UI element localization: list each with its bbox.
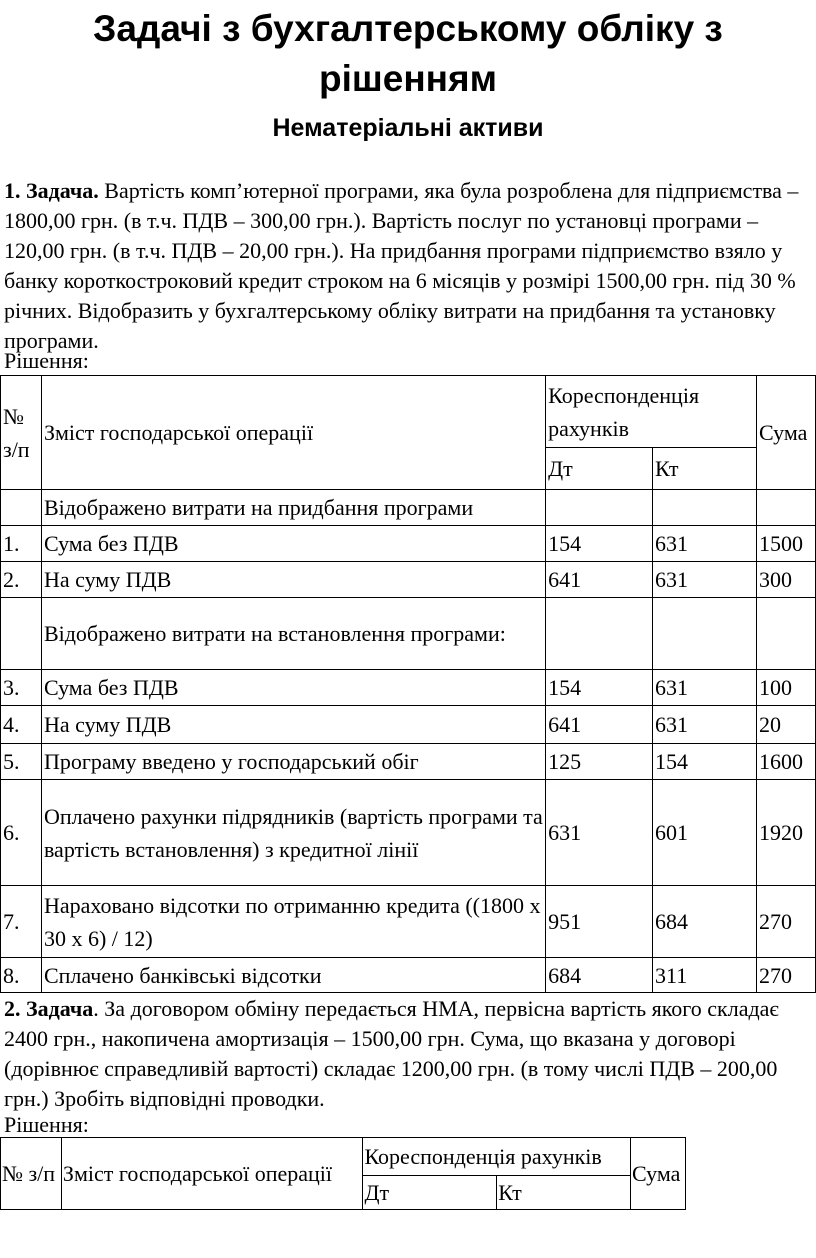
table-row [1, 670, 816, 706]
header-debit: Дт [546, 448, 653, 490]
row-sum: 270 [756, 886, 815, 958]
task2-entries-table [0, 1137, 686, 1210]
row-credit [653, 598, 757, 670]
row-debit: 125 [546, 744, 653, 780]
row-sum: 270 [756, 958, 815, 993]
row-credit: 684 [653, 886, 757, 958]
row-num: 4. [1, 706, 42, 744]
row-sum: 1920 [756, 780, 815, 886]
row-debit: 641 [546, 562, 653, 598]
row-credit: 631 [653, 526, 757, 562]
table-row [1, 780, 816, 886]
table-row [1, 598, 816, 670]
header-credit: Кт [653, 448, 757, 490]
row-debit [546, 490, 653, 526]
table-row [1, 958, 816, 993]
row-debit [546, 598, 653, 670]
table-row [1, 744, 816, 780]
header-debit: Дт [363, 1176, 497, 1210]
row-sum [756, 490, 815, 526]
table-header-row [1, 1138, 686, 1176]
task1-solution-label: Рішення: [4, 348, 89, 373]
row-num: 8. [1, 958, 42, 993]
task2-paragraph [4, 994, 814, 1114]
row-debit: 154 [546, 670, 653, 706]
row-sum: 1600 [756, 744, 815, 780]
row-content: Відображено витрати на придбання програми [41, 490, 545, 526]
row-debit: 641 [546, 706, 653, 744]
task2-solution-label: Рішення: [4, 1112, 89, 1137]
header-content: Зміст господарської операції [41, 376, 545, 490]
task2-text: . За договором обміну передається НМА, первісна вартість якого складає 2400 грн., накопичена амортизація – 1500,00 грн. Сума, що вказана у договорі (дорівнює справедливій вартості) складає 1200,00 грн. (в тому числі ПДВ – 200,00 грн.) Зробіть відповідні проводки. [4, 996, 779, 1111]
row-debit: 631 [546, 780, 653, 886]
document-title: Задачі з бухгалтерському обліку з рішенням [93, 8, 723, 99]
row-content: На суму ПДВ [41, 562, 545, 598]
row-debit: 684 [546, 958, 653, 993]
header-correspondence: Кореспонденція рахунків [363, 1138, 631, 1176]
header-correspondence: Кореспонденція рахунків [546, 376, 757, 448]
row-content: Програму введено у господарський обіг [41, 744, 545, 780]
header-sum: Сума [756, 376, 815, 490]
row-credit: 631 [653, 706, 757, 744]
table-row [1, 706, 816, 744]
row-num: 1. [1, 526, 42, 562]
row-content: Відображено витрати на встановлення програми: [41, 598, 545, 670]
task1-paragraph [4, 176, 814, 356]
header-sum: Сума [631, 1138, 686, 1210]
header-num: № з/п [1, 376, 42, 490]
row-sum: 20 [756, 706, 815, 744]
row-sum: 1500 [756, 526, 815, 562]
table-row [1, 490, 816, 526]
row-num: 3. [1, 670, 42, 706]
table-row [1, 886, 816, 958]
row-content: Сума без ПДВ [41, 670, 545, 706]
row-num: 2. [1, 562, 42, 598]
row-credit: 631 [653, 670, 757, 706]
row-credit: 601 [653, 780, 757, 886]
table-row [1, 526, 816, 562]
row-content: Оплачено рахунки підрядників (вартість програми та вартість встановлення) з кредитної лінії [41, 780, 545, 886]
task1-text: Вартість комп’ютерної програми, яка була розроблена для підприємства – 1800,00 грн. (в т.ч. ПДВ – 300,00 грн.). Вартість послуг по установці програми – 120,00 грн. (в т.ч. ПДВ – 20,00 грн.). На придбання програми підприємство взяло у банку короткостроковий кредит строком на 6 місяців у розмірі 1500,00 грн. під 30 % річних. Відобразить у бухгалтерському обліку витрати на придбання та установку програми. [4, 178, 799, 353]
row-credit [653, 490, 757, 526]
table-row [1, 562, 816, 598]
row-num: 7. [1, 886, 42, 958]
header-content: Зміст господарської операції [61, 1138, 363, 1210]
row-content: Сплачено банківські відсотки [41, 958, 545, 993]
task1-label: 1. Задача. [4, 178, 99, 203]
row-num: 5. [1, 744, 42, 780]
row-content: На суму ПДВ [41, 706, 545, 744]
row-sum [756, 598, 815, 670]
row-content: Сума без ПДВ [41, 526, 545, 562]
row-num [1, 598, 42, 670]
header-num: № з/п [1, 1138, 62, 1210]
table-header-row [1, 376, 816, 448]
row-content: Нараховано відсотки по отриманню кредита ((1800 х 30 х 6) / 12) [41, 886, 545, 958]
row-num [1, 490, 42, 526]
row-credit: 631 [653, 562, 757, 598]
row-sum: 300 [756, 562, 815, 598]
row-debit: 951 [546, 886, 653, 958]
row-num: 6. [1, 780, 42, 886]
task2-label: 2. Задача [4, 996, 94, 1021]
row-debit: 154 [546, 526, 653, 562]
task1-entries-table [0, 375, 816, 993]
header-credit: Кт [497, 1176, 631, 1210]
section-subtitle: Нематеріальні активи [272, 114, 544, 142]
row-credit: 154 [653, 744, 757, 780]
row-credit: 311 [653, 958, 757, 993]
row-sum: 100 [756, 670, 815, 706]
